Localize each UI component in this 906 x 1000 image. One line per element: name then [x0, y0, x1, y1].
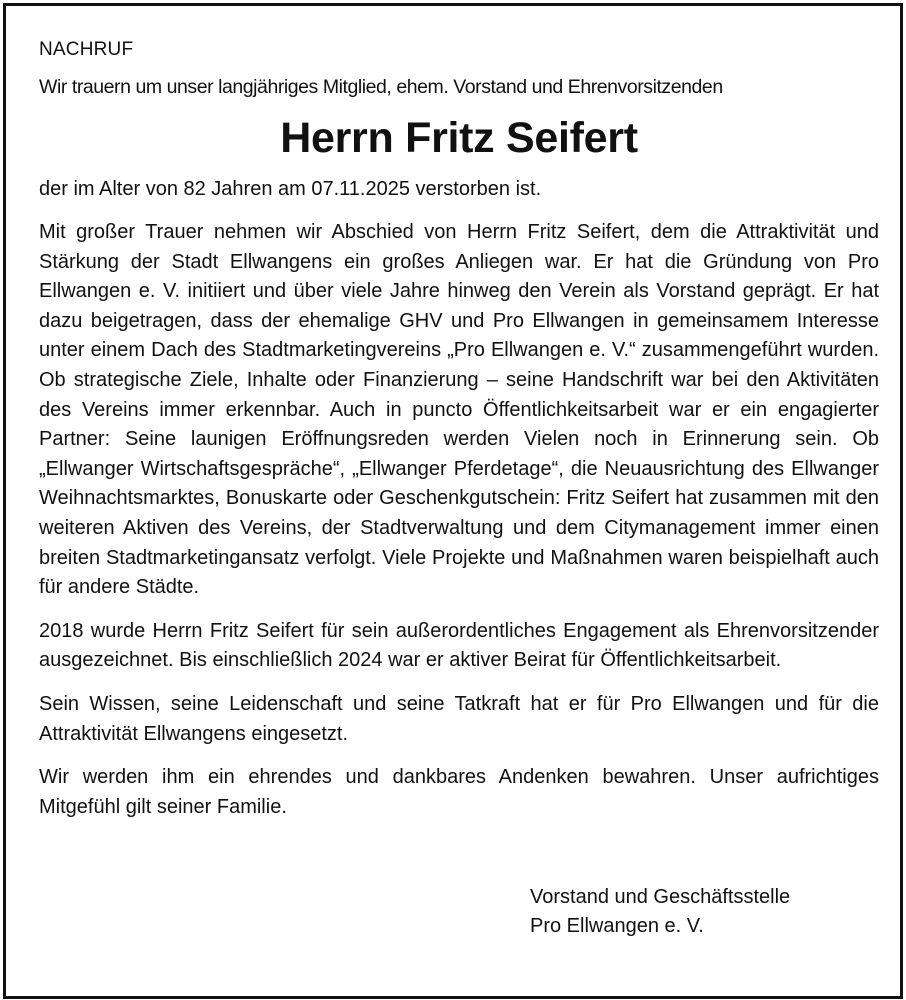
signature-block: [530, 883, 790, 941]
notice-kicker: NACHRUF: [39, 39, 134, 60]
paragraph-honor: 2018 wurde Herrn Fritz Seifert für sein außerordentliches Engagement als Ehrenvorsitzender ausgezeichnet. Bis einschließlich 2024 war er aktiver Beirat für Öffentlichkeitsarbeit.: [39, 619, 879, 672]
paragraph-main: Mit großer Trauer nehmen wir Abschied von Herrn Fritz Seifert, dem die Attraktivität und Stärkung der Stadt Ellwangens ein großes Anliegen war. Er hat die Gründung von Pro Ellwangen e. V. initiiert und über viele Jahre hinweg den Verein als Vorstand geprägt. Er hat dazu beigetragen, dass der ehemalige GHV und Pro Ellwangen in gemeinsamem Interesse unter einem Dach des Stadtmarketingvereins „Pro Ellwangen e. V.“ zusammengeführt wurden. Ob strategische Ziele, Inhalte oder Finanzierung – seine Handschrift war bei den Aktivitäten des Vereins immer erkennbar. Auch in puncto Öffentlichkeitsarbeit war er ein engagierter Partner: Seine launigen Eröffnungsreden werden Vielen noch in Erinnerung sein. Ob „Ellwanger Wirtschaftsgespräche“, „Ellwanger Pferdetage“, die Neuausrichtung des Ellwanger Weihnachtsmarktes, Bonuskarte oder Geschenkgutschein: Fritz Seifert hat zusammen mit den weiteren Aktiven des Vereins, der Stadtverwaltung und dem Citymanagement immer einen breiten Stadtmarketingansatz verfolgt. Viele Projekte und Maßnahmen waren beispielhaft auch für andere Städte.: [39, 221, 879, 599]
notice-border: [3, 3, 903, 999]
signature-line-2: Pro Ellwangen e. V.: [530, 915, 704, 937]
deceased-name: Herrn Fritz Seifert: [280, 114, 638, 162]
notice-intro: Wir trauern um unser langjähriges Mitglied, ehem. Vorstand und Ehrenvorsitzenden: [39, 76, 723, 98]
signature-line-1: Vorstand und Geschäftsstelle: [530, 886, 791, 908]
age-and-date-line: der im Alter von 82 Jahren am 07.11.2025 verstorben ist.: [39, 178, 542, 200]
paragraph-condolence: Wir werden ihm ein ehrendes und dankbares Andenken bewahren. Unser aufrichtiges Mitgefühl gilt seiner Familie.: [39, 766, 879, 818]
notice-content: [39, 38, 879, 836]
paragraph-commitment: Sein Wissen, seine Leidenschaft und seine Tatkraft hat er für Pro Ellwangen und für die Attraktivität Ellwangens eingesetzt.: [39, 692, 879, 745]
